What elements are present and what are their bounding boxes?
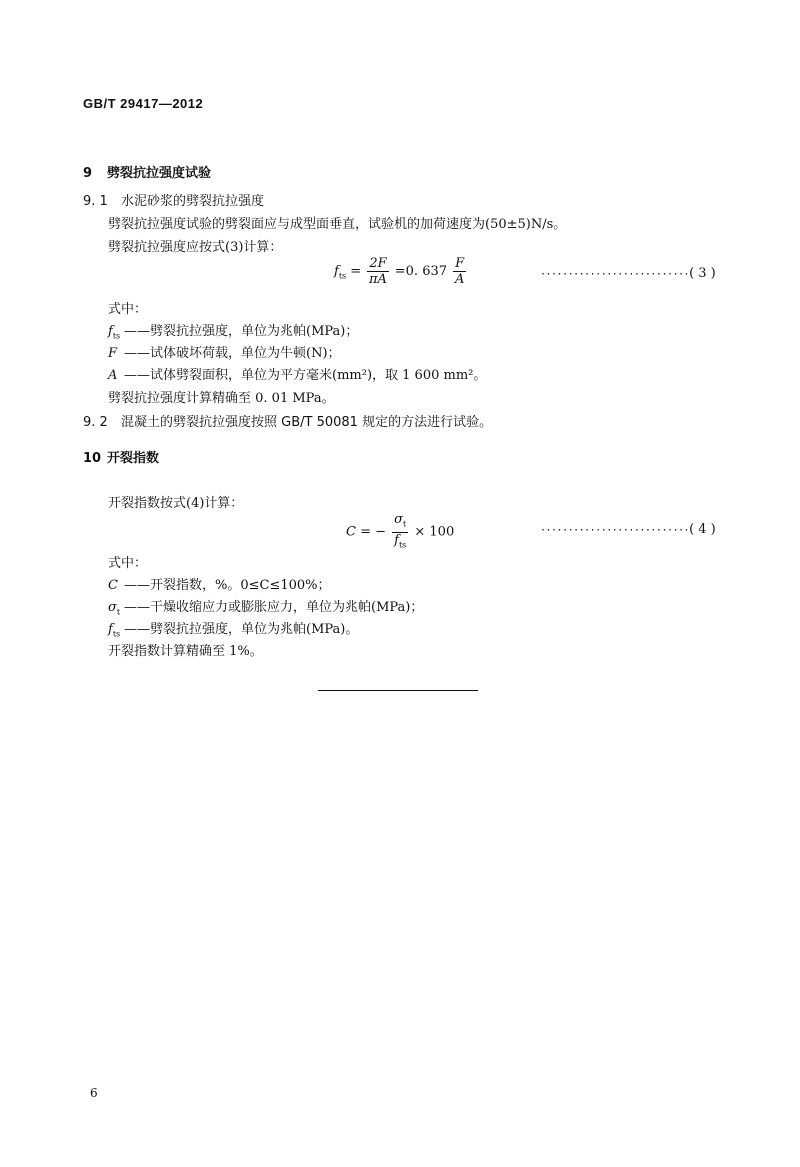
formula-lhs: C: [346, 524, 356, 540]
definition-c: C ——开裂指数，%。0≤C≤100%；: [108, 578, 331, 593]
subsection-title: 水泥砂浆的劈裂抗拉强度: [121, 194, 265, 209]
equation-number: ( 4 ): [689, 522, 716, 537]
precision-note-9-1: 劈裂抗拉强度计算精确至 0. 01 MPa。: [108, 391, 335, 406]
section-10-heading: [83, 447, 159, 466]
fraction-f-over-a: $\frac{F}{A}$: [454, 256, 465, 287]
definition-sigma-t: $\sigma_t$ ——干燥收缩应力或膨胀应力，单位为兆帕(MPa)；: [108, 600, 424, 617]
section-number: 10: [83, 451, 102, 466]
equals-minus: = −: [360, 524, 387, 540]
fraction-sigma-over-fts: $\frac{\sigma_t}{f_{ts}}$: [394, 512, 407, 550]
section-9-heading: [83, 162, 211, 181]
formula-lhs: $f_{ts}$: [334, 264, 347, 281]
leader-dots: ···························: [540, 269, 690, 280]
paragraph-loading-rate: 劈裂抗拉强度试验的劈裂面应与成型面垂直，试验机的加荷速度为(50±5)N/s。: [108, 217, 567, 232]
subsection-9-1-heading: [83, 190, 264, 209]
definition-f: F ——试体破坏荷载，单位为牛顿(N)；: [108, 346, 341, 361]
coefficient: =0. 637: [394, 264, 448, 279]
times-100: × 100: [414, 524, 455, 540]
paragraph-formula-4-intro: 开裂指数按式(4)计算：: [108, 496, 244, 511]
fraction-2f-over-pia: $\frac{2F}{\pi A}$: [369, 256, 387, 287]
precision-note-10: 开裂指数计算精确至 1%。: [108, 644, 263, 659]
formula-3: [334, 256, 468, 287]
equation-number: ( 3 ): [689, 266, 716, 281]
subsection-9-2: [83, 411, 492, 430]
paragraph-formula-intro: 劈裂抗拉强度应按式(3)计算：: [108, 240, 283, 255]
formula-4: [346, 512, 454, 552]
equals-sign: =: [350, 264, 362, 279]
end-rule: [318, 690, 478, 691]
standard-number-header: GB/T 29417—2012: [83, 96, 204, 111]
page-number: 6: [90, 1086, 98, 1100]
subsection-number: 9. 2: [83, 415, 108, 430]
formula-4-label: [540, 522, 716, 537]
section-title: 劈裂抗拉强度试验: [107, 166, 212, 181]
subsection-text: 混凝土的劈裂抗拉强度按照 GB/T 50081 规定的方法进行试验。: [121, 415, 493, 430]
definition-fts: $f_{ts}$ ——劈裂抗拉强度，单位为兆帕(MPa)；: [108, 324, 359, 341]
formula-3-label: [540, 266, 716, 281]
section-number: 9: [83, 166, 93, 181]
definition-a: A ——试体劈裂面积，单位为平方毫米(mm²)，取 1 600 mm²。: [108, 368, 487, 383]
definition-fts: $f_{ts}$ ——劈裂抗拉强度，单位为兆帕(MPa)。: [108, 622, 359, 639]
where-label: 式中：: [108, 556, 148, 571]
subsection-number: 9. 1: [83, 194, 108, 209]
leader-dots: ···························: [540, 525, 690, 536]
section-title: 开裂指数: [107, 451, 160, 466]
where-label: 式中：: [108, 302, 148, 317]
